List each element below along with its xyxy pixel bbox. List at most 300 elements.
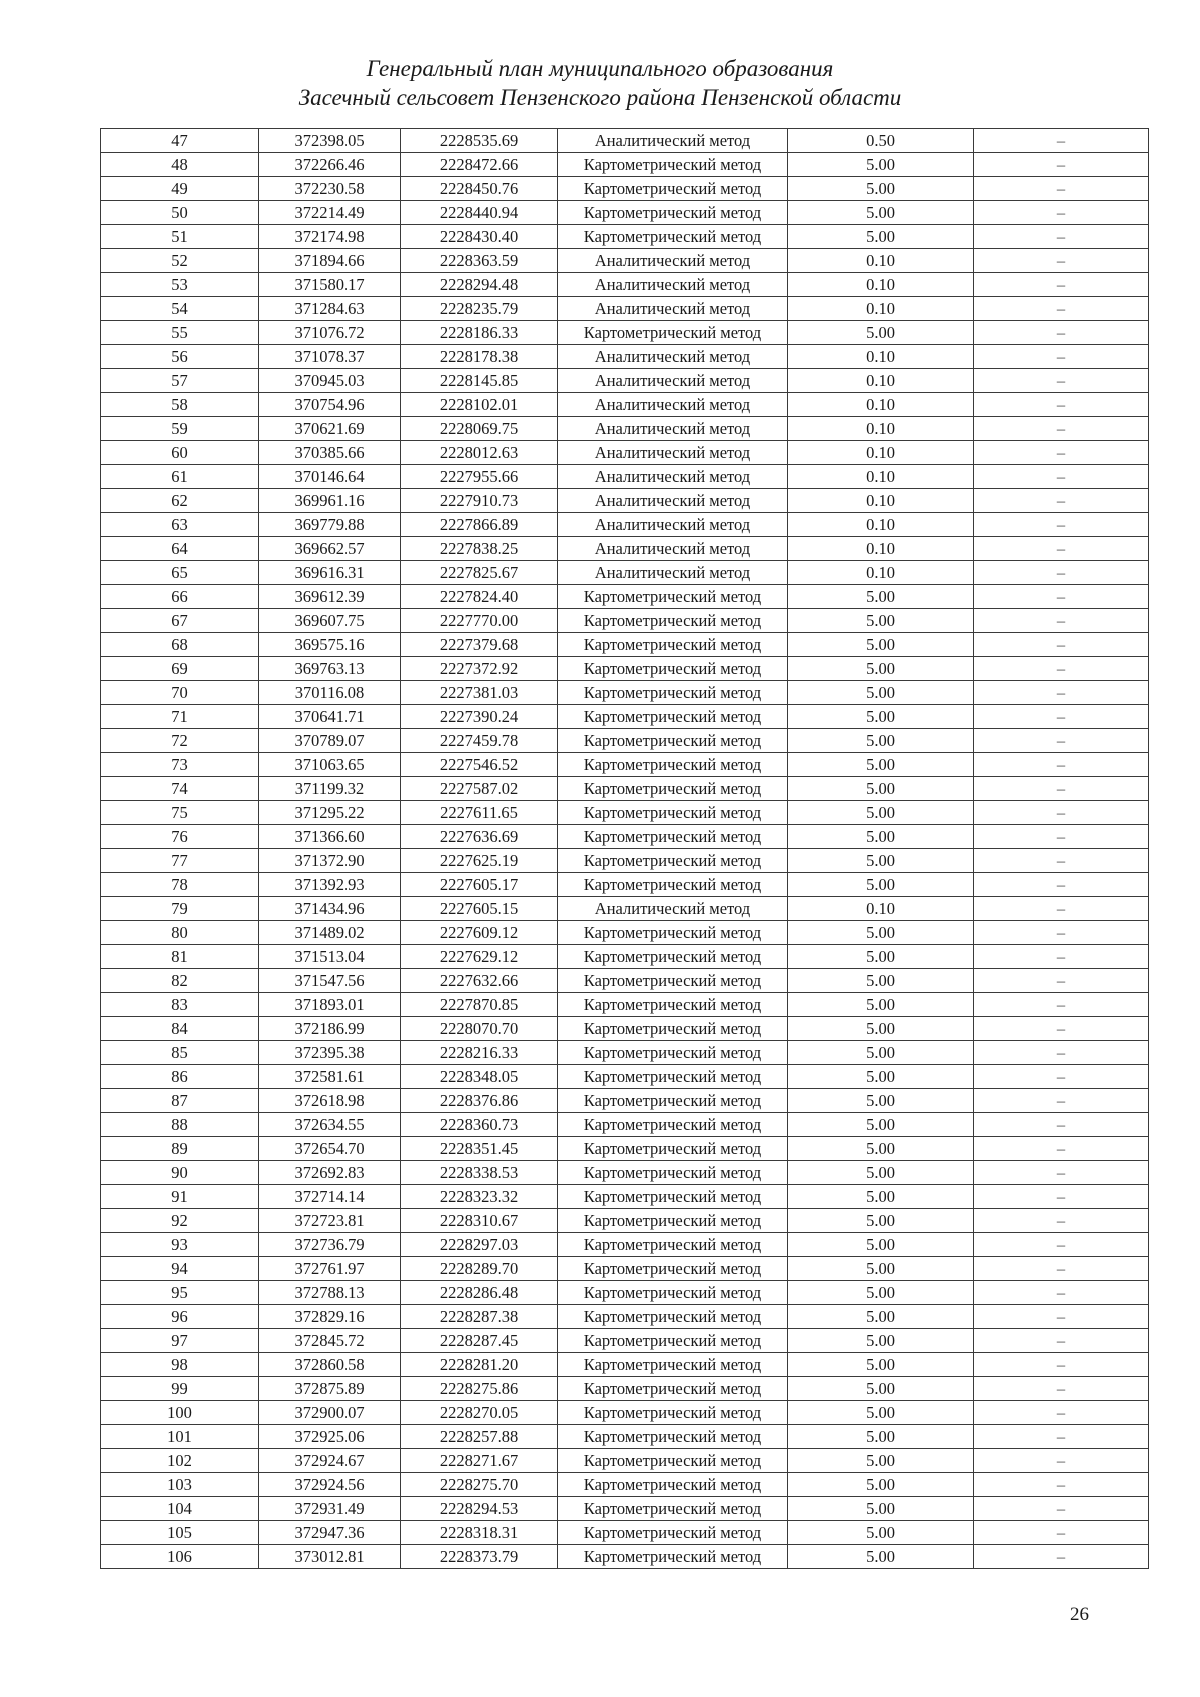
point-number-cell: 55	[101, 321, 259, 345]
document-header	[0, 54, 1200, 112]
table-row	[101, 537, 1149, 561]
point-number-cell: 62	[101, 489, 259, 513]
table-row	[101, 1305, 1149, 1329]
y-coordinate-cell: 2227770.00	[401, 609, 558, 633]
y-coordinate-cell: 2228535.69	[401, 129, 558, 153]
accuracy-cell: 5.00	[788, 585, 974, 609]
point-number-cell: 106	[101, 1545, 259, 1569]
method-cell: Аналитический метод	[558, 129, 788, 153]
note-cell: –	[974, 201, 1149, 225]
table-row	[101, 1545, 1149, 1569]
point-number-cell: 53	[101, 273, 259, 297]
table-row	[101, 1161, 1149, 1185]
point-number-cell: 72	[101, 729, 259, 753]
x-coordinate-cell: 371295.22	[259, 801, 401, 825]
table-row	[101, 609, 1149, 633]
note-cell: –	[974, 1305, 1149, 1329]
table-row	[101, 129, 1149, 153]
note-cell: –	[974, 1401, 1149, 1425]
x-coordinate-cell: 372924.67	[259, 1449, 401, 1473]
y-coordinate-cell: 2228012.63	[401, 441, 558, 465]
note-cell: –	[974, 129, 1149, 153]
method-cell: Картометрический метод	[558, 801, 788, 825]
accuracy-cell: 5.00	[788, 321, 974, 345]
point-number-cell: 60	[101, 441, 259, 465]
point-number-cell: 65	[101, 561, 259, 585]
page-number: 26	[1070, 1604, 1089, 1625]
y-coordinate-cell: 2228376.86	[401, 1089, 558, 1113]
table-row	[101, 321, 1149, 345]
y-coordinate-cell: 2227910.73	[401, 489, 558, 513]
accuracy-cell: 0.50	[788, 129, 974, 153]
method-cell: Картометрический метод	[558, 201, 788, 225]
method-cell: Картометрический метод	[558, 1473, 788, 1497]
method-cell: Картометрический метод	[558, 681, 788, 705]
accuracy-cell: 5.00	[788, 1353, 974, 1377]
table-row	[101, 417, 1149, 441]
note-cell: –	[974, 849, 1149, 873]
x-coordinate-cell: 372398.05	[259, 129, 401, 153]
point-number-cell: 68	[101, 633, 259, 657]
table-row	[101, 585, 1149, 609]
y-coordinate-cell: 2228318.31	[401, 1521, 558, 1545]
accuracy-cell: 5.00	[788, 1065, 974, 1089]
method-cell: Картометрический метод	[558, 921, 788, 945]
method-cell: Картометрический метод	[558, 1065, 788, 1089]
y-coordinate-cell: 2227390.24	[401, 705, 558, 729]
y-coordinate-cell: 2227605.17	[401, 873, 558, 897]
accuracy-cell: 5.00	[788, 753, 974, 777]
note-cell: –	[974, 801, 1149, 825]
method-cell: Картометрический метод	[558, 153, 788, 177]
y-coordinate-cell: 2227625.19	[401, 849, 558, 873]
accuracy-cell: 5.00	[788, 1041, 974, 1065]
point-number-cell: 70	[101, 681, 259, 705]
table-row	[101, 153, 1149, 177]
y-coordinate-cell: 2227605.15	[401, 897, 558, 921]
method-cell: Картометрический метод	[558, 1425, 788, 1449]
y-coordinate-cell: 2228257.88	[401, 1425, 558, 1449]
table-row	[101, 513, 1149, 537]
note-cell: –	[974, 441, 1149, 465]
x-coordinate-cell: 372947.36	[259, 1521, 401, 1545]
x-coordinate-cell: 371893.01	[259, 993, 401, 1017]
point-number-cell: 81	[101, 945, 259, 969]
accuracy-cell: 0.10	[788, 513, 974, 537]
point-number-cell: 61	[101, 465, 259, 489]
table-row	[101, 633, 1149, 657]
note-cell: –	[974, 897, 1149, 921]
note-cell: –	[974, 321, 1149, 345]
x-coordinate-cell: 372634.55	[259, 1113, 401, 1137]
x-coordinate-cell: 370385.66	[259, 441, 401, 465]
accuracy-cell: 5.00	[788, 1113, 974, 1137]
method-cell: Картометрический метод	[558, 945, 788, 969]
accuracy-cell: 5.00	[788, 1017, 974, 1041]
method-cell: Аналитический метод	[558, 489, 788, 513]
accuracy-cell: 0.10	[788, 561, 974, 585]
method-cell: Картометрический метод	[558, 657, 788, 681]
accuracy-cell: 5.00	[788, 969, 974, 993]
note-cell: –	[974, 1017, 1149, 1041]
accuracy-cell: 5.00	[788, 873, 974, 897]
point-number-cell: 102	[101, 1449, 259, 1473]
y-coordinate-cell: 2228430.40	[401, 225, 558, 249]
y-coordinate-cell: 2228348.05	[401, 1065, 558, 1089]
table-row	[101, 777, 1149, 801]
point-number-cell: 66	[101, 585, 259, 609]
method-cell: Картометрический метод	[558, 1113, 788, 1137]
method-cell: Картометрический метод	[558, 825, 788, 849]
note-cell: –	[974, 945, 1149, 969]
accuracy-cell: 5.00	[788, 1377, 974, 1401]
accuracy-cell: 0.10	[788, 369, 974, 393]
table-row	[101, 1209, 1149, 1233]
method-cell: Картометрический метод	[558, 753, 788, 777]
accuracy-cell: 5.00	[788, 993, 974, 1017]
table-row	[101, 897, 1149, 921]
table-row	[101, 969, 1149, 993]
method-cell: Картометрический метод	[558, 609, 788, 633]
x-coordinate-cell: 371284.63	[259, 297, 401, 321]
accuracy-cell: 5.00	[788, 945, 974, 969]
point-number-cell: 98	[101, 1353, 259, 1377]
x-coordinate-cell: 370945.03	[259, 369, 401, 393]
point-number-cell: 74	[101, 777, 259, 801]
y-coordinate-cell: 2228297.03	[401, 1233, 558, 1257]
note-cell: –	[974, 249, 1149, 273]
note-cell: –	[974, 1089, 1149, 1113]
y-coordinate-cell: 2228270.05	[401, 1401, 558, 1425]
method-cell: Аналитический метод	[558, 897, 788, 921]
accuracy-cell: 5.00	[788, 1305, 974, 1329]
method-cell: Аналитический метод	[558, 345, 788, 369]
y-coordinate-cell: 2227824.40	[401, 585, 558, 609]
table-row	[101, 393, 1149, 417]
note-cell: –	[974, 369, 1149, 393]
accuracy-cell: 5.00	[788, 729, 974, 753]
method-cell: Картометрический метод	[558, 1305, 788, 1329]
note-cell: –	[974, 465, 1149, 489]
method-cell: Картометрический метод	[558, 1449, 788, 1473]
point-number-cell: 94	[101, 1257, 259, 1281]
table-row	[101, 1449, 1149, 1473]
table-row	[101, 1377, 1149, 1401]
method-cell: Аналитический метод	[558, 249, 788, 273]
method-cell: Картометрический метод	[558, 1497, 788, 1521]
note-cell: –	[974, 1281, 1149, 1305]
note-cell: –	[974, 993, 1149, 1017]
table-row	[101, 489, 1149, 513]
method-cell: Аналитический метод	[558, 393, 788, 417]
note-cell: –	[974, 873, 1149, 897]
method-cell: Картометрический метод	[558, 777, 788, 801]
x-coordinate-cell: 371894.66	[259, 249, 401, 273]
y-coordinate-cell: 2227629.12	[401, 945, 558, 969]
note-cell: –	[974, 1209, 1149, 1233]
method-cell: Картометрический метод	[558, 1329, 788, 1353]
accuracy-cell: 0.10	[788, 489, 974, 513]
x-coordinate-cell: 372845.72	[259, 1329, 401, 1353]
accuracy-cell: 0.10	[788, 393, 974, 417]
note-cell: –	[974, 1377, 1149, 1401]
table-row	[101, 1473, 1149, 1497]
note-cell: –	[974, 729, 1149, 753]
y-coordinate-cell: 2228275.86	[401, 1377, 558, 1401]
y-coordinate-cell: 2228286.48	[401, 1281, 558, 1305]
method-cell: Аналитический метод	[558, 537, 788, 561]
table-row	[101, 225, 1149, 249]
note-cell: –	[974, 1497, 1149, 1521]
note-cell: –	[974, 705, 1149, 729]
method-cell: Картометрический метод	[558, 873, 788, 897]
y-coordinate-cell: 2227546.52	[401, 753, 558, 777]
x-coordinate-cell: 370621.69	[259, 417, 401, 441]
point-number-cell: 96	[101, 1305, 259, 1329]
note-cell: –	[974, 825, 1149, 849]
accuracy-cell: 5.00	[788, 1233, 974, 1257]
accuracy-cell: 5.00	[788, 1281, 974, 1305]
table-row	[101, 849, 1149, 873]
y-coordinate-cell: 2228294.48	[401, 273, 558, 297]
x-coordinate-cell: 371580.17	[259, 273, 401, 297]
accuracy-cell: 5.00	[788, 1329, 974, 1353]
accuracy-cell: 0.10	[788, 345, 974, 369]
point-number-cell: 71	[101, 705, 259, 729]
table-row	[101, 1185, 1149, 1209]
note-cell: –	[974, 537, 1149, 561]
method-cell: Картометрический метод	[558, 1041, 788, 1065]
table-row	[101, 561, 1149, 585]
x-coordinate-cell: 371434.96	[259, 897, 401, 921]
table-row	[101, 801, 1149, 825]
x-coordinate-cell: 369763.13	[259, 657, 401, 681]
note-cell: –	[974, 1449, 1149, 1473]
table-row	[101, 993, 1149, 1017]
x-coordinate-cell: 370789.07	[259, 729, 401, 753]
method-cell: Картометрический метод	[558, 1209, 788, 1233]
x-coordinate-cell: 372692.83	[259, 1161, 401, 1185]
point-number-cell: 47	[101, 129, 259, 153]
method-cell: Картометрический метод	[558, 1353, 788, 1377]
point-number-cell: 76	[101, 825, 259, 849]
x-coordinate-cell: 371392.93	[259, 873, 401, 897]
note-cell: –	[974, 153, 1149, 177]
table-row	[101, 1089, 1149, 1113]
x-coordinate-cell: 372924.56	[259, 1473, 401, 1497]
table-row	[101, 729, 1149, 753]
method-cell: Картометрический метод	[558, 321, 788, 345]
accuracy-cell: 5.00	[788, 1497, 974, 1521]
point-number-cell: 91	[101, 1185, 259, 1209]
y-coordinate-cell: 2228235.79	[401, 297, 558, 321]
x-coordinate-cell: 371366.60	[259, 825, 401, 849]
accuracy-cell: 5.00	[788, 1161, 974, 1185]
x-coordinate-cell: 372186.99	[259, 1017, 401, 1041]
method-cell: Картометрический метод	[558, 993, 788, 1017]
method-cell: Картометрический метод	[558, 1545, 788, 1569]
point-number-cell: 93	[101, 1233, 259, 1257]
x-coordinate-cell: 372723.81	[259, 1209, 401, 1233]
y-coordinate-cell: 2227587.02	[401, 777, 558, 801]
note-cell: –	[974, 513, 1149, 537]
note-cell: –	[974, 753, 1149, 777]
x-coordinate-cell: 369779.88	[259, 513, 401, 537]
table-row	[101, 1017, 1149, 1041]
y-coordinate-cell: 2227955.66	[401, 465, 558, 489]
note-cell: –	[974, 1257, 1149, 1281]
accuracy-cell: 5.00	[788, 1257, 974, 1281]
accuracy-cell: 5.00	[788, 1401, 974, 1425]
note-cell: –	[974, 609, 1149, 633]
accuracy-cell: 5.00	[788, 225, 974, 249]
note-cell: –	[974, 297, 1149, 321]
y-coordinate-cell: 2228360.73	[401, 1113, 558, 1137]
accuracy-cell: 5.00	[788, 153, 974, 177]
y-coordinate-cell: 2228294.53	[401, 1497, 558, 1521]
x-coordinate-cell: 372266.46	[259, 153, 401, 177]
point-number-cell: 84	[101, 1017, 259, 1041]
x-coordinate-cell: 372875.89	[259, 1377, 401, 1401]
note-cell: –	[974, 489, 1149, 513]
point-number-cell: 75	[101, 801, 259, 825]
y-coordinate-cell: 2227632.66	[401, 969, 558, 993]
method-cell: Картометрический метод	[558, 1377, 788, 1401]
method-cell: Картометрический метод	[558, 1521, 788, 1545]
accuracy-cell: 5.00	[788, 1449, 974, 1473]
note-cell: –	[974, 1065, 1149, 1089]
point-number-cell: 49	[101, 177, 259, 201]
x-coordinate-cell: 369575.16	[259, 633, 401, 657]
accuracy-cell: 5.00	[788, 705, 974, 729]
header-line-1: Генеральный план муниципального образования	[366, 56, 834, 81]
note-cell: –	[974, 273, 1149, 297]
accuracy-cell: 5.00	[788, 681, 974, 705]
note-cell: –	[974, 1545, 1149, 1569]
accuracy-cell: 5.00	[788, 1137, 974, 1161]
table-row	[101, 1497, 1149, 1521]
method-cell: Аналитический метод	[558, 369, 788, 393]
note-cell: –	[974, 561, 1149, 585]
table-row	[101, 873, 1149, 897]
accuracy-cell: 5.00	[788, 1473, 974, 1497]
point-number-cell: 78	[101, 873, 259, 897]
method-cell: Картометрический метод	[558, 729, 788, 753]
accuracy-cell: 0.10	[788, 441, 974, 465]
accuracy-cell: 5.00	[788, 1089, 974, 1113]
note-cell: –	[974, 1041, 1149, 1065]
table-row	[101, 465, 1149, 489]
table-row	[101, 249, 1149, 273]
x-coordinate-cell: 372581.61	[259, 1065, 401, 1089]
note-cell: –	[974, 1425, 1149, 1449]
table-row	[101, 1425, 1149, 1449]
note-cell: –	[974, 1161, 1149, 1185]
table-row	[101, 1065, 1149, 1089]
y-coordinate-cell: 2228271.67	[401, 1449, 558, 1473]
table-row	[101, 345, 1149, 369]
coordinates-table	[100, 128, 1149, 1569]
method-cell: Аналитический метод	[558, 417, 788, 441]
table-row	[101, 1353, 1149, 1377]
table-row	[101, 1113, 1149, 1137]
note-cell: –	[974, 345, 1149, 369]
note-cell: –	[974, 777, 1149, 801]
accuracy-cell: 0.10	[788, 273, 974, 297]
table-row	[101, 369, 1149, 393]
accuracy-cell: 5.00	[788, 609, 974, 633]
y-coordinate-cell: 2228323.32	[401, 1185, 558, 1209]
accuracy-cell: 5.00	[788, 1521, 974, 1545]
x-coordinate-cell: 371078.37	[259, 345, 401, 369]
point-number-cell: 67	[101, 609, 259, 633]
x-coordinate-cell: 372174.98	[259, 225, 401, 249]
y-coordinate-cell: 2227825.67	[401, 561, 558, 585]
accuracy-cell: 5.00	[788, 1185, 974, 1209]
accuracy-cell: 5.00	[788, 633, 974, 657]
x-coordinate-cell: 371489.02	[259, 921, 401, 945]
method-cell: Картометрический метод	[558, 1161, 788, 1185]
y-coordinate-cell: 2227379.68	[401, 633, 558, 657]
y-coordinate-cell: 2228275.70	[401, 1473, 558, 1497]
table-row	[101, 1257, 1149, 1281]
accuracy-cell: 5.00	[788, 921, 974, 945]
accuracy-cell: 5.00	[788, 801, 974, 825]
note-cell: –	[974, 1233, 1149, 1257]
point-number-cell: 97	[101, 1329, 259, 1353]
y-coordinate-cell: 2227381.03	[401, 681, 558, 705]
method-cell: Картометрический метод	[558, 705, 788, 729]
point-number-cell: 83	[101, 993, 259, 1017]
accuracy-cell: 5.00	[788, 657, 974, 681]
y-coordinate-cell: 2228310.67	[401, 1209, 558, 1233]
x-coordinate-cell: 372736.79	[259, 1233, 401, 1257]
note-cell: –	[974, 1473, 1149, 1497]
table-row	[101, 177, 1149, 201]
x-coordinate-cell: 372925.06	[259, 1425, 401, 1449]
table-row	[101, 657, 1149, 681]
note-cell: –	[974, 1137, 1149, 1161]
x-coordinate-cell: 369607.75	[259, 609, 401, 633]
point-number-cell: 101	[101, 1425, 259, 1449]
y-coordinate-cell: 2228145.85	[401, 369, 558, 393]
table-row	[101, 705, 1149, 729]
point-number-cell: 52	[101, 249, 259, 273]
table-row	[101, 921, 1149, 945]
accuracy-cell: 0.10	[788, 465, 974, 489]
x-coordinate-cell: 369662.57	[259, 537, 401, 561]
accuracy-cell: 5.00	[788, 177, 974, 201]
note-cell: –	[974, 417, 1149, 441]
y-coordinate-cell: 2228069.75	[401, 417, 558, 441]
accuracy-cell: 0.10	[788, 537, 974, 561]
point-number-cell: 92	[101, 1209, 259, 1233]
x-coordinate-cell: 372214.49	[259, 201, 401, 225]
x-coordinate-cell: 369616.31	[259, 561, 401, 585]
x-coordinate-cell: 369612.39	[259, 585, 401, 609]
x-coordinate-cell: 370641.71	[259, 705, 401, 729]
accuracy-cell: 5.00	[788, 1425, 974, 1449]
y-coordinate-cell: 2227459.78	[401, 729, 558, 753]
method-cell: Картометрический метод	[558, 1089, 788, 1113]
accuracy-cell: 0.10	[788, 897, 974, 921]
y-coordinate-cell: 2228102.01	[401, 393, 558, 417]
y-coordinate-cell: 2228289.70	[401, 1257, 558, 1281]
point-number-cell: 103	[101, 1473, 259, 1497]
method-cell: Картометрический метод	[558, 1017, 788, 1041]
note-cell: –	[974, 1353, 1149, 1377]
point-number-cell: 105	[101, 1521, 259, 1545]
